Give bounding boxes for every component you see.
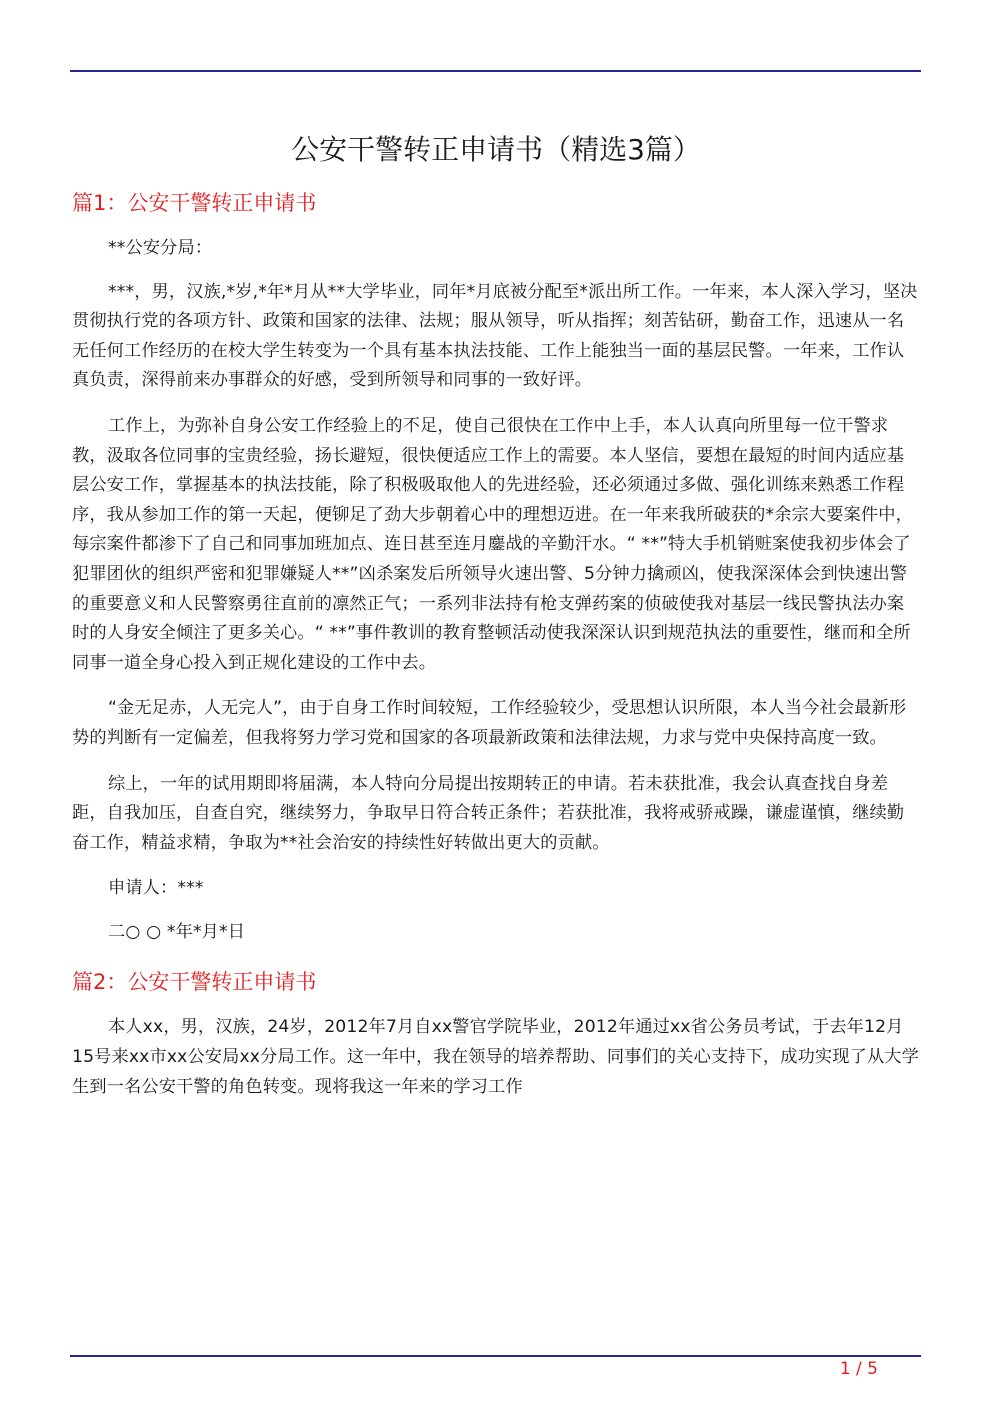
section1-salutation: **公安分局： [108, 238, 213, 258]
header-rule [70, 70, 921, 72]
section1-heading: 篇1：公安干警转正申请书 [72, 191, 317, 215]
section1-paragraph-2: 工作上，为弥补自身公安工作经验上的不足，使自己很快在工作中上手，本人认真向所里每一位干警求教，汲取各位同事的宝贵经验，扬长避短，很快便适应工作上的需要。本人坚信，要想在最短的时间内适应基层公安工作，掌握基本的执法技能，除了积极吸取他人的先进经验，还必须通过多做、强化训练来熟悉工作程序，我从参加工作的第一天起，便铆足了劲大步朝着心中的理想迈进。在一年来我所破获的*余宗大要案件中，每宗案件都渗下了自己和同事加班加点、连日甚至连月鏖战的辛勤汗水。“ **”特大手机销赃案使我初步体会了犯罪团伙的组织严密和犯罪嫌疑人**”凶杀案发后所领导火速出警、5分钟力擒顽凶，使我深深体会到快速出警的重要意义和人民警察勇往直前的凛然正气；一系列非法持有枪支弹药案的侦破使我对基层一线民警执法办案时的人身安全倾注了更多关心。“ **”事件教训的教育整顿活动使我深深认识到规范执法的重要性，继而和全所同事一道全身心投入到正规化建设的工作中去。 [72, 415, 913, 673]
section1-paragraph-1: ***，男，汉族,*岁,*年*月从**大学毕业，同年*月底被分配至*派出所工作。一年来，本人深入学习，坚决贯彻执行党的各项方针、政策和国家的法律、法规；服从领导，听从指挥；刻苦钻研，勤奋工作，迅速从一名无任何工作经历的在校大学生转变为一个具有基本执法技能、工作上能独当一面的基层民警。一年来，工作认真负责，深得前来办事群众的好感，受到所领导和同事的一致好评。 [72, 281, 918, 391]
section2-paragraph-1: 本人xx，男，汉族，24岁，2012年7月自xx警官学院毕业，2012年通过xx省公务员考试，于去年12月15号来xx市xx公安局xx分局工作。这一年中，我在领导的培养帮助、同事们的关心支持下，成功实现了从大学生到一名公安干警的角色转变。现将我这一年来的学习工作 [72, 1017, 919, 1097]
page-number: 1 / 5 [839, 1359, 878, 1379]
document-title: 公安干警转正申请书（精选3篇） [291, 133, 701, 166]
section1-paragraph-3: “金无足赤，人无完人”，由于自身工作时间较短，工作经验较少，受思想认识所限，本人当今社会最新形势的判断有一定偏差，但我将努力学习党和国家的各项最新政策和法律法规，力求与党中央保持高度一致。 [72, 698, 907, 748]
footer-rule [70, 1355, 921, 1357]
section1-date: 二○ ○ *年*月*日 [108, 921, 246, 942]
section1-paragraph-4: 综上，一年的试用期即将届满，本人特向分局提出按期转正的申请。若未获批准，我会认真查找自身差距，自我加压，自查自究，继续努力，争取早日符合转正条件；若获批准，我将戒骄戒躁，谦虚谨慎，继续勤奋工作，精益求精，争取为**社会治安的持续性好转做出更大的贡献。 [72, 773, 905, 853]
section1-signature: 申请人：*** [108, 878, 204, 899]
section2-heading: 篇2：公安干警转正申请书 [72, 970, 317, 995]
document-body [72, 186, 920, 1118]
